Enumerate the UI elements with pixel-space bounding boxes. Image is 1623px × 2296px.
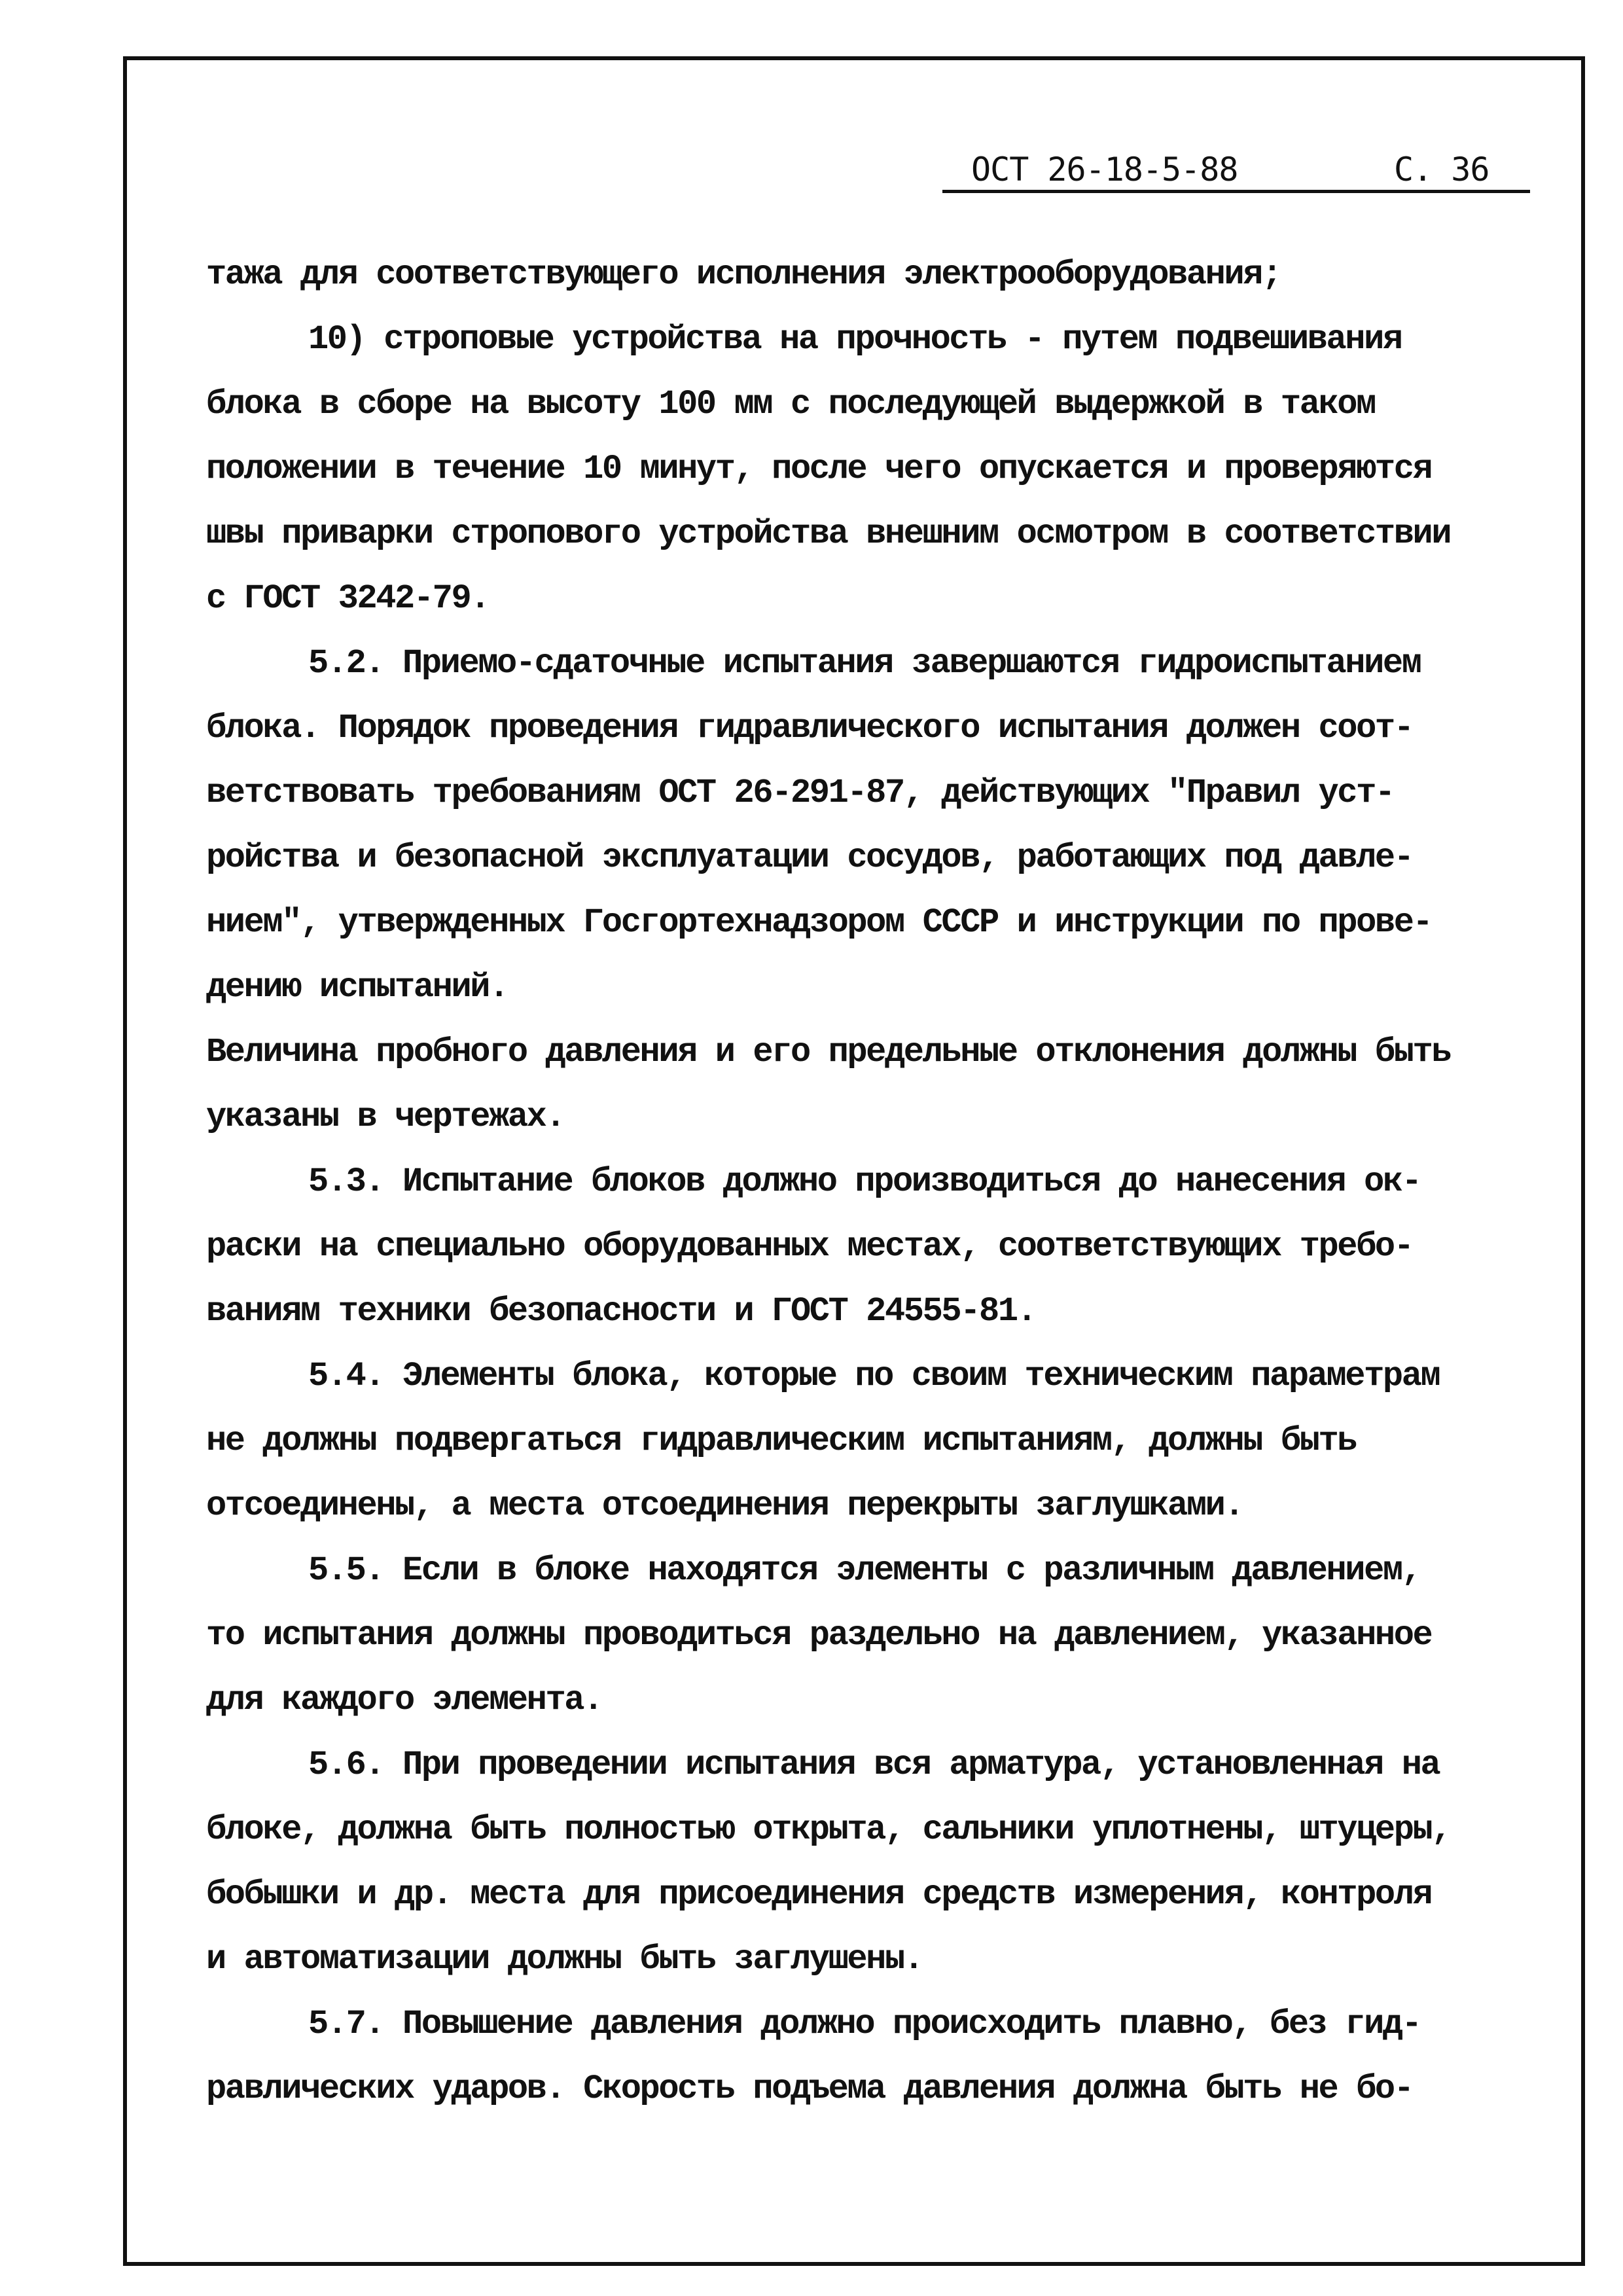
page-header: [942, 147, 1530, 193]
text-line: ваниям техники безопасности и ГОСТ 24555-81.: [206, 1292, 1036, 1331]
text-line: нием", утвержденных Госгортехнадзором СССР и инструкции по прове-: [206, 903, 1432, 942]
text-line: 5.5. Если в блоке находятся элементы с различным давлением,: [308, 1551, 1421, 1590]
text-line: швы приварки стропового устройства внешним осмотром в соответствии: [206, 514, 1451, 553]
text-line: не должны подвергаться гидравлическим испытаниям, должны быть: [206, 1422, 1357, 1460]
text-line: положении в течение 10 минут, после чего опускается и проверяются: [206, 450, 1432, 488]
text-line: и автоматизации должны быть заглушены.: [206, 1940, 923, 1979]
text-line: 5.4. Элементы блока, которые по своим техническим параметрам: [308, 1357, 1440, 1395]
text-line: отсоединены, а места отсоединения перекрыты заглушками.: [206, 1486, 1243, 1525]
text-line: 5.7. Повышение давления должно происходить плавно, без гид-: [308, 2005, 1421, 2043]
text-line: ветствовать требованиям ОСТ 26-291-87, действующих "Правил уст-: [206, 774, 1394, 812]
text-line: 5.2. Приемо-сдаточные испытания завершаются гидроиспытанием: [308, 644, 1421, 683]
text-line: бобышки и др. места для присоединения средств измерения, контроля: [206, 1875, 1432, 1914]
text-line: блоке, должна быть полностью открыта, сальники уплотнены, штуцеры,: [206, 1810, 1451, 1849]
text-line: равлических ударов. Скорость подъема давления должна быть не бо-: [206, 2070, 1413, 2108]
text-line: блока в сборе на высоту 100 мм с последующей выдержкой в таком: [206, 385, 1375, 423]
text-line: 10) строповые устройства на прочность - путем подвешивания: [308, 320, 1402, 359]
text-line: ройства и безопасной эксплуатации сосудов, работающих под давле-: [206, 838, 1413, 877]
text-line: блока. Порядок проведения гидравлического испытания должен соот-: [206, 709, 1413, 747]
document-body: [206, 242, 1564, 2121]
text-line: Величина пробного давления и его предельные отклонения должны быть: [206, 1033, 1451, 1071]
text-line: 5.3. Испытание блоков должно производиться до нанесения ок-: [308, 1162, 1421, 1201]
text-line: с ГОСТ 3242-79.: [206, 579, 490, 618]
page-number: С. 36: [1394, 151, 1489, 188]
document-code: ОСТ 26-18-5-88: [971, 151, 1238, 188]
text-line: тажа для соответствующего исполнения электрооборудования;: [206, 255, 1281, 294]
text-line: для каждого элемента.: [206, 1681, 602, 1719]
text-line: раски на специально оборудованных местах, соответствующих требо-: [206, 1227, 1413, 1266]
text-line: указаны в чертежах.: [206, 1098, 565, 1136]
text-line: 5.6. При проведении испытания вся арматура, установленная на: [308, 1746, 1440, 1784]
text-line: то испытания должны проводиться раздельно на давлением, указанное: [206, 1616, 1432, 1655]
text-line: дению испытаний.: [206, 968, 508, 1007]
